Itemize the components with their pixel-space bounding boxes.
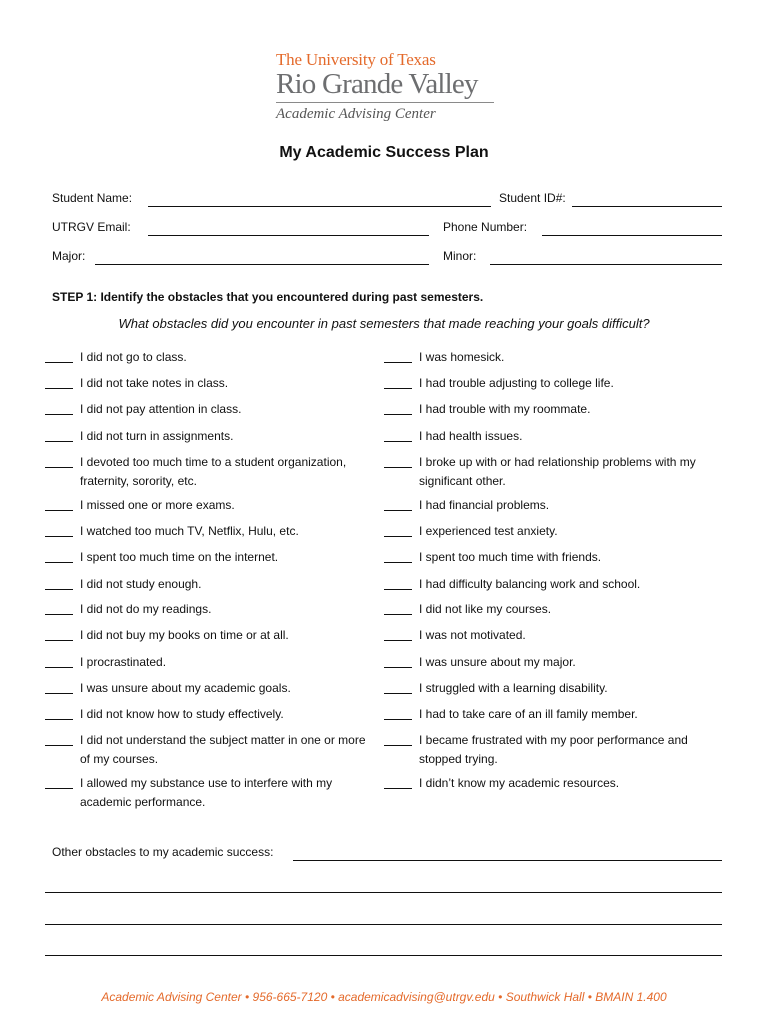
student-name-label: Student Name: [52, 191, 133, 205]
obstacle-text: I experienced test anxiety. [419, 524, 558, 538]
obstacle-text: I did not go to class. [80, 350, 187, 364]
obstacle-item[interactable] [45, 453, 375, 493]
obstacle-text: I had health issues. [419, 429, 523, 443]
check-blank[interactable] [384, 562, 412, 563]
obstacle-item[interactable] [384, 774, 714, 814]
other-obstacles-label: Other obstacles to my academic success: [52, 845, 274, 859]
check-blank[interactable] [384, 640, 412, 641]
other-obstacles-line-3[interactable] [45, 924, 722, 925]
obstacle-text: I did not do my readings. [80, 602, 212, 616]
obstacle-text: I did not pay attention in class. [80, 402, 242, 416]
obstacle-text: I had financial problems. [419, 498, 550, 512]
obstacle-text: I did not understand the subject matter in one or more of my courses. [80, 733, 366, 766]
check-blank[interactable] [384, 510, 412, 511]
check-blank[interactable] [384, 414, 412, 415]
step1-heading: STEP 1: Identify the obstacles that you encountered during past semesters. [52, 290, 484, 304]
utrgv-logo [276, 51, 506, 123]
check-blank[interactable] [45, 536, 73, 537]
check-blank[interactable] [384, 788, 412, 789]
obstacle-text: I had trouble with my roommate. [419, 402, 591, 416]
student-id-field[interactable] [572, 206, 722, 207]
major-label: Major: [52, 249, 86, 263]
check-blank[interactable] [45, 614, 73, 615]
check-blank[interactable] [45, 589, 73, 590]
logo-university-name: The University of Texas [276, 50, 436, 69]
obstacle-text: I had trouble adjusting to college life. [419, 376, 614, 390]
obstacle-text: I watched too much TV, Netflix, Hulu, etc. [80, 524, 299, 538]
page-title: My Academic Success Plan [279, 144, 489, 161]
check-blank[interactable] [45, 562, 73, 563]
major-field[interactable] [95, 264, 429, 265]
check-blank[interactable] [384, 589, 412, 590]
check-blank[interactable] [384, 388, 412, 389]
other-obstacles-line-4[interactable] [45, 955, 722, 956]
obstacle-text: I struggled with a learning disability. [419, 681, 608, 695]
obstacle-item[interactable] [384, 731, 714, 771]
obstacle-item[interactable] [45, 774, 375, 814]
check-blank[interactable] [384, 441, 412, 442]
obstacle-text: I missed one or more exams. [80, 498, 235, 512]
student-name-field[interactable] [148, 206, 491, 207]
check-blank[interactable] [384, 614, 412, 615]
check-blank[interactable] [45, 693, 73, 694]
obstacle-text: I became frustrated with my poor performance and stopped trying. [419, 733, 688, 766]
check-blank[interactable] [45, 467, 73, 468]
check-blank[interactable] [384, 467, 412, 468]
check-blank[interactable] [45, 441, 73, 442]
step1-question: What obstacles did you encounter in past semesters that made reaching your goals difficult? [118, 316, 650, 331]
obstacle-text: I spent too much time with friends. [419, 550, 602, 564]
check-blank[interactable] [45, 640, 73, 641]
obstacle-text: I allowed my substance use to interfere with my academic performance. [80, 776, 333, 809]
obstacle-text: I spent too much time on the internet. [80, 550, 279, 564]
obstacle-text: I was unsure about my major. [419, 655, 576, 669]
obstacle-text: I procrastinated. [80, 655, 167, 669]
logo-department-name: Academic Advising Center [276, 106, 436, 122]
obstacle-text: I was not motivated. [419, 628, 526, 642]
other-obstacles-line-1[interactable] [293, 860, 722, 861]
phone-label: Phone Number: [443, 220, 528, 234]
obstacle-text: I broke up with or had relationship problems with my significant other. [419, 455, 696, 488]
check-blank[interactable] [45, 510, 73, 511]
email-field[interactable] [148, 235, 429, 236]
obstacle-text: I had to take care of an ill family member. [419, 707, 638, 721]
obstacle-text: I did not study enough. [80, 577, 202, 591]
check-blank[interactable] [45, 719, 73, 720]
footer-contact: Academic Advising Center • 956-665-7120 • academicadvising@utrgv.edu • Southwick Hall • BMAIN 1.400 [101, 990, 667, 1004]
other-obstacles-line-2[interactable] [45, 892, 722, 893]
obstacle-text: I did not take notes in class. [80, 376, 229, 390]
obstacle-item[interactable] [45, 731, 375, 771]
logo-campus-name: Rio Grande Valley [276, 68, 478, 100]
check-blank[interactable] [384, 536, 412, 537]
obstacle-text: I did not like my courses. [419, 602, 552, 616]
obstacle-text: I did not turn in assignments. [80, 429, 234, 443]
check-blank[interactable] [45, 667, 73, 668]
minor-label: Minor: [443, 249, 477, 263]
check-blank[interactable] [384, 745, 412, 746]
check-blank[interactable] [45, 788, 73, 789]
minor-field[interactable] [490, 264, 722, 265]
obstacle-text: I did not buy my books on time or at all. [80, 628, 289, 642]
logo-divider [276, 102, 494, 103]
student-id-label: Student ID#: [499, 191, 566, 205]
phone-field[interactable] [542, 235, 722, 236]
check-blank[interactable] [384, 719, 412, 720]
obstacle-text: I did not know how to study effectively. [80, 707, 284, 721]
obstacle-text: I devoted too much time to a student organization, fraternity, sorority, etc. [80, 455, 347, 488]
obstacle-item[interactable] [384, 453, 714, 493]
check-blank[interactable] [45, 362, 73, 363]
check-blank[interactable] [45, 388, 73, 389]
obstacle-text: I was unsure about my academic goals. [80, 681, 291, 695]
check-blank[interactable] [384, 693, 412, 694]
obstacle-text: I was homesick. [419, 350, 505, 364]
check-blank[interactable] [45, 745, 73, 746]
check-blank[interactable] [384, 667, 412, 668]
email-label: UTRGV Email: [52, 220, 131, 234]
obstacle-text: I didn’t know my academic resources. [419, 776, 620, 790]
check-blank[interactable] [384, 362, 412, 363]
obstacle-text: I had difficulty balancing work and school. [419, 577, 641, 591]
check-blank[interactable] [45, 414, 73, 415]
